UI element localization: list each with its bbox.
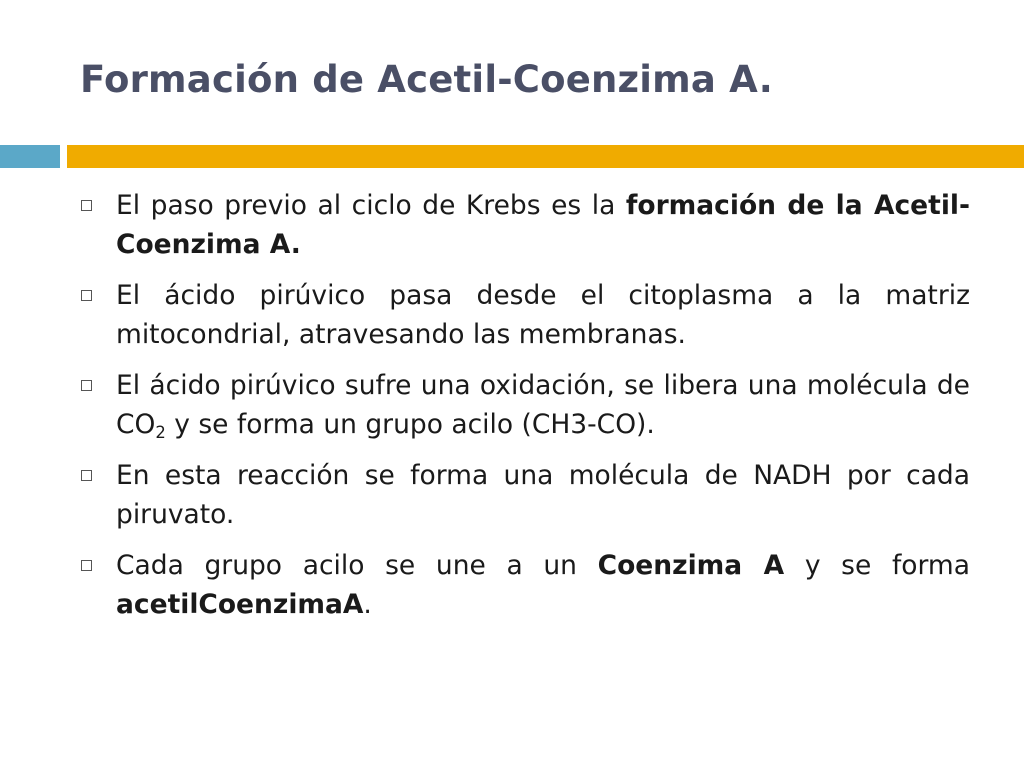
bullet-item-2 [78,276,970,354]
bullet-item-5 [78,546,970,624]
slide-title: Formación de Acetil-Coenzima A. [80,58,773,101]
hollow-square-bullet-icon [81,290,92,301]
bullet-5-bold-coenzima: Coenzima A [597,550,785,581]
bullet-5-text-mid: y se forma [784,550,970,581]
bullet-4-text: En esta reacción se forma una molécula de NADH por cada piruvato. [116,460,970,530]
bullet-item-1 [78,186,970,264]
bullet-5-text: Cada grupo acilo se une a un [116,550,598,581]
bullet-3-text-end: y se forma un grupo acilo (CH3-CO). [165,409,655,440]
bullet-5-text-end: . [363,589,372,620]
hollow-square-bullet-icon [81,200,92,211]
co2-subscript: 2 [155,422,166,442]
bullet-item-3 [78,366,970,444]
bullet-1-bold: formación de la Acetil-Coenzima A. [116,190,970,260]
bullet-1-text: El paso previo al ciclo de Krebs es la [116,190,626,221]
hollow-square-bullet-icon [81,560,92,571]
bullet-3-text: El ácido pirúvico sufre una oxidación, se libera una molécula de CO [116,370,970,440]
bullet-item-4 [78,456,970,534]
title-accent-bar-blue [0,145,60,168]
bullet-list [78,186,970,636]
hollow-square-bullet-icon [81,470,92,481]
title-accent-bar-orange [67,145,1024,168]
hollow-square-bullet-icon [81,380,92,391]
bullet-2-text: El ácido pirúvico pasa desde el citoplasma a la matriz mitocondrial, atravesando las membranas. [116,280,970,350]
bullet-5-bold-acetilcoenzima: acetilCoenzimaA [116,589,364,620]
